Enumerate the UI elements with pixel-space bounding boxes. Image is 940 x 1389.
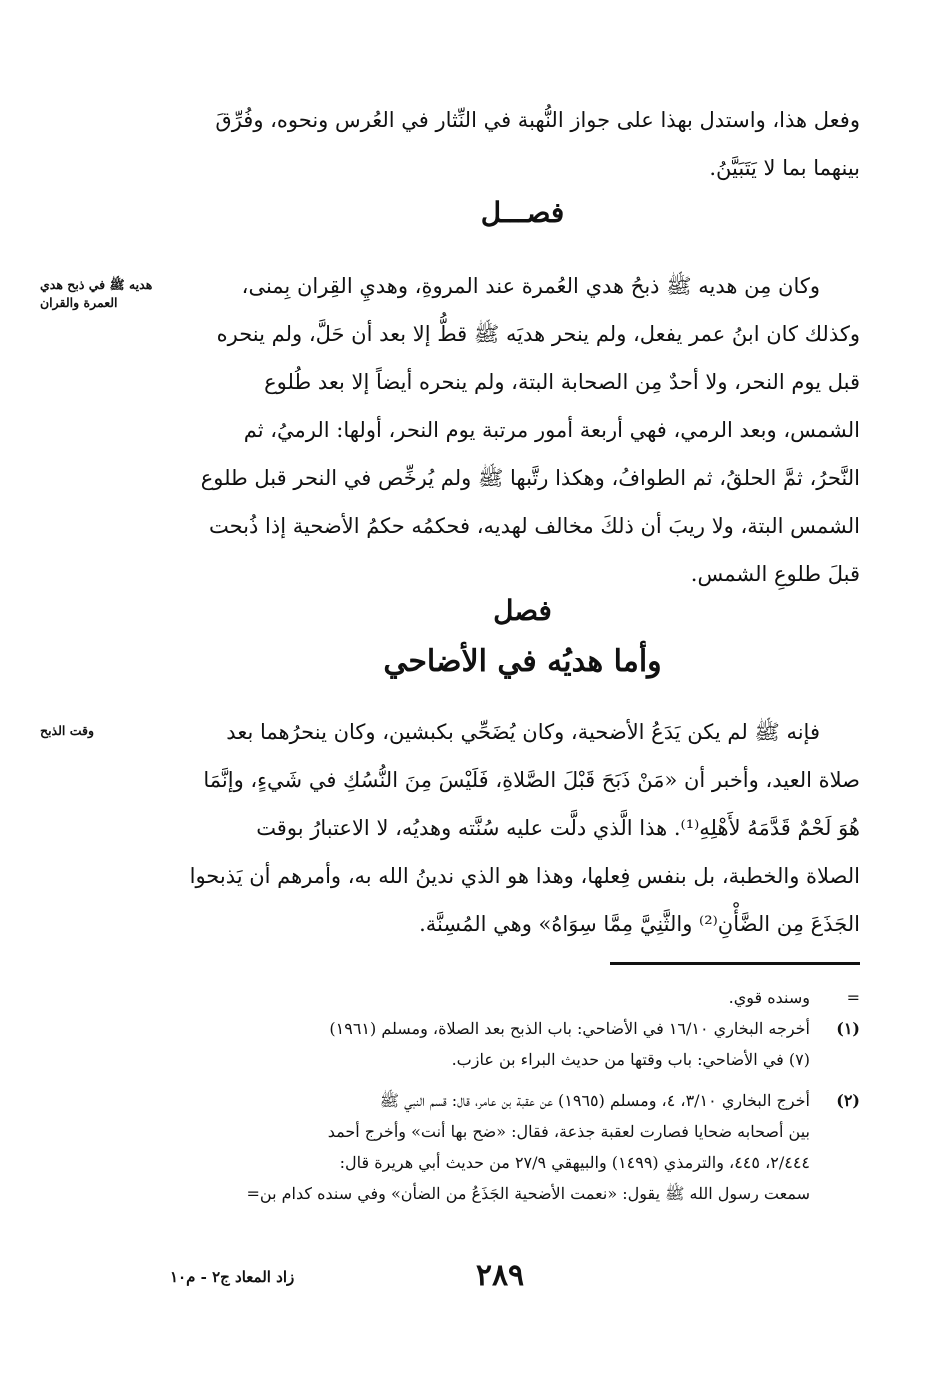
text-line: فإنه ﷺ لم يكن يَدَعُ الأضحية، وكان يُضَحِّي بكبشين، وكان ينحرُهما بعد — [226, 720, 820, 744]
section-heading: فصل — [493, 594, 552, 627]
footnote-number: (٢) — [836, 1091, 860, 1110]
footnote-line: (٧) في الأضاحي: باب وقتها من حديث البراء بن عازب. — [451, 1050, 810, 1069]
text-line: الشمس البتة، ولا ريبَ أن ذلكَ مخالف لهديه، فحكمُه حكمُ الأضحية إذا ذُبحت — [208, 514, 860, 538]
footnote-line: أخرجه البخاري ١٦/١٠ في الأضاحي: باب الذبح بعد الصلاة، ومسلم (١٩٦١) — [329, 1019, 810, 1038]
footnote-line: وسنده قوي. — [728, 988, 810, 1007]
footnote — [180, 1013, 860, 1075]
margin-note: هديه ﷺ في ذبح هدي العمرة والقران — [40, 277, 153, 310]
text-line: هُوَ لَحْمٌ قَدَّمَهُ لأَهْلِهِ⁽¹⁾. هذا الَّذي دلَّت عليه سُنَّته وهديُه، لا الاعتبارُ بوقت — [256, 816, 860, 840]
text-line: الجَذَعَ مِن الضَّأْنِ⁽²⁾ والثَّنِيَّ مِمَّا سِوَاهُ» وهي المُسِنَّة. — [419, 912, 860, 936]
footnote-line: بين أصحابه ضحايا فصارت لعقبة جذعة، فقال: «ضح بها أنت» وأخرج أحمد — [327, 1122, 810, 1141]
text-line: الصلاة والخطبة، بل بنفس فِعلها، وهذا هو الذي ندينُ الله به، وأمرهم أن يَذبحوا — [189, 864, 860, 888]
signature-mark: زاد المعاد ج٢ - م١٠ — [170, 1268, 295, 1286]
footnote — [180, 1085, 860, 1209]
continuation-marker: = — [846, 988, 860, 1007]
section-paragraph — [185, 262, 860, 598]
footnote-continuation — [180, 982, 860, 1013]
text-line: وكذلك كان ابنُ عمر يفعل، ولم ينحر هديَه ﷺ قطُّ إلا بعد أن حَلَّ، ولم ينحره — [216, 322, 860, 346]
section-heading: فصـــل — [480, 196, 565, 229]
text-line: قبل يوم النحر، ولا أحدٌ مِن الصحابة البتة، ولم ينحره أيضاً إلا بعد طُلوع — [264, 370, 860, 394]
page-number: ٢٨٩ — [475, 1258, 525, 1293]
footnote-separator — [610, 962, 860, 965]
text-line: الشمس، وبعد الرمي، فهي أربعة أمور مرتبة يوم النحر، أولها: الرميُ، ثم — [243, 418, 860, 442]
footnote-number: (١) — [836, 1019, 860, 1038]
intro-paragraph — [185, 96, 860, 192]
footnote-line: سمعت رسول الله ﷺ يقول: «نعمت الأضحية الجَذَعُ من الضأن» وفي سنده كدام بن= — [246, 1184, 810, 1203]
text-line: بينهما بما لا يَتَبَيَّنُ. — [709, 156, 860, 180]
text-line: النَّحرُ، ثمَّ الحلقُ، ثم الطوافُ، وهكذا رتَّبها ﷺ ولم يُرخِّص في النحر قبل طلوع — [200, 466, 860, 490]
margin-note: وقت الذبح — [40, 723, 95, 738]
text-line: وكان مِن هديه ﷺ ذبحُ هدي العُمرة عند المروةِ، وهديِ القِران بِمنى، — [241, 274, 820, 298]
text-line: وفعل هذا، واستدل بهذا على جواز النُّهبة في النِّثار في العُرس ونحوه، وفُرِّقَ — [215, 108, 860, 132]
footnote-line: ٢/٤٤٤، ٤٤٥، والترمذي (١٤٩٩) والبيهقي ٢٧/٩ من حديث أبي هريرة قال: — [339, 1153, 810, 1172]
section-subheading: وأما هديُه في الأضاحي — [383, 644, 662, 679]
section-paragraph — [185, 708, 860, 948]
text-line: صلاة العيد، وأخبر أن «مَنْ ذَبَحَ قَبْلَ الصَّلاةِ، فَلَيْسَ مِنَ النُّسُكِ في شَيءٍ، وإنَّمَا — [203, 768, 860, 792]
footnote-line: أخرج البخاري ٣/١٠، ٤، ومسلم (١٩٦٥) عن عقبة بن عامر، قال: قسم النبي ﷺ — [379, 1091, 810, 1110]
text-line: قبلَ طلوعِ الشمس. — [690, 562, 860, 586]
